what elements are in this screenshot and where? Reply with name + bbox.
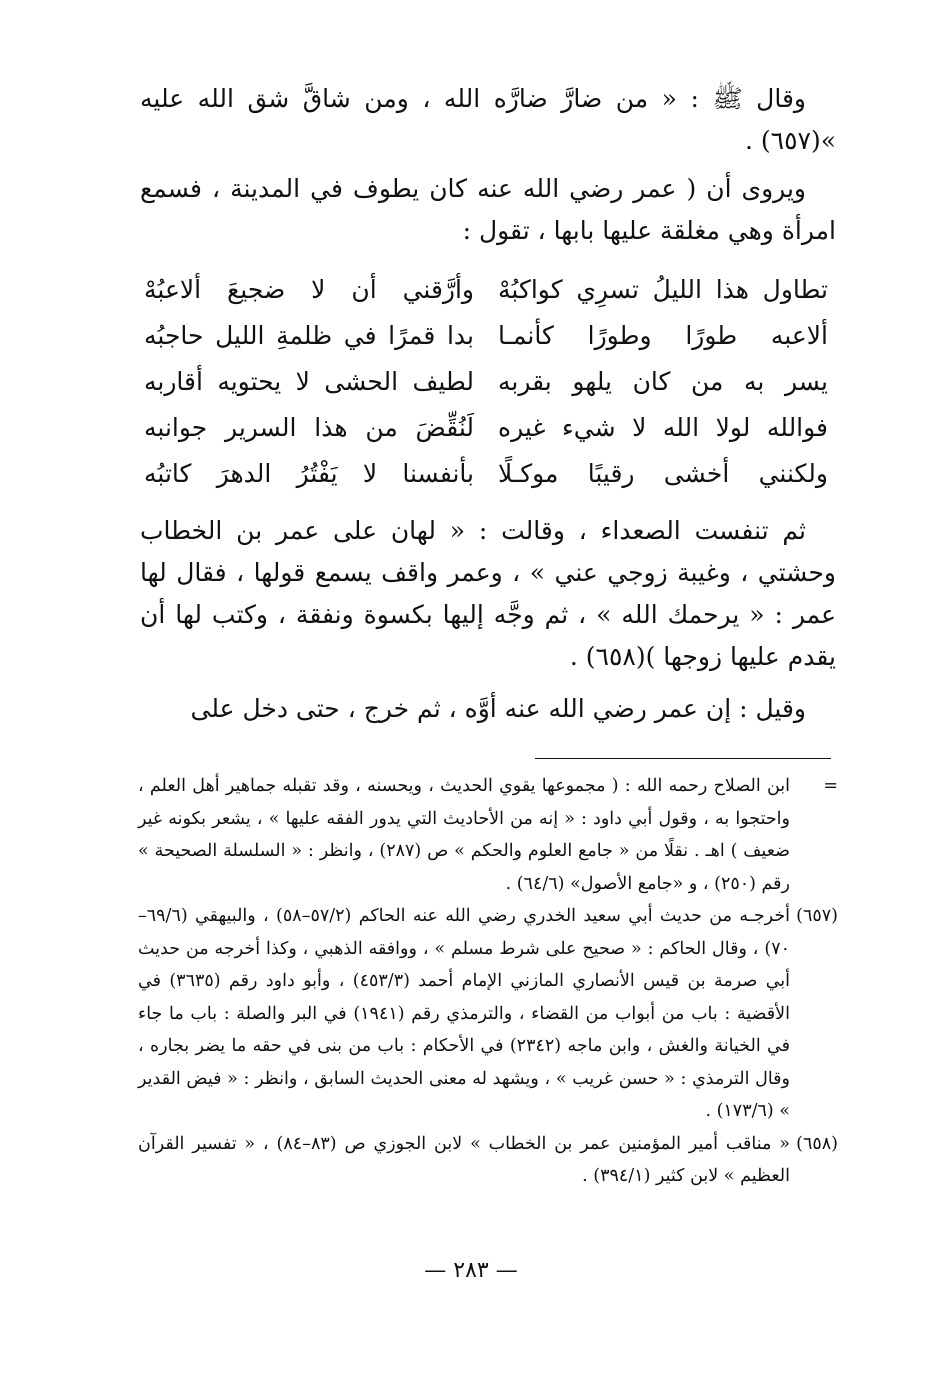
footnote — [138, 900, 838, 1128]
poem-hemistich-second: لطيف الحشى لا يحتويه أقاربه — [144, 366, 474, 396]
poem-verse — [140, 450, 836, 496]
page-number: — ٢٨٣ — — [424, 1258, 518, 1283]
poem — [140, 266, 836, 496]
poem-hemistich-first: فوالله لولا الله لا شيء غيره — [498, 412, 828, 442]
poem-hemistich-second: بأنفسنا لا يَفْتُرُ الدهرَ كاتبُه — [144, 458, 474, 488]
poem-verse — [140, 266, 836, 312]
paragraph-hadith: وقال ﷺ : « من ضارَّ ضارَّه الله ، ومن شاقَّ شق الله عليه »(٦٥٧) . — [140, 84, 836, 155]
footnotes — [138, 770, 838, 1193]
paragraph-story-continued: ثم تنفست الصعداء ، وقالت : « لهان على عمر بن الخطاب وحشتي ، وغيبة زوجي عني » ، وعمر واقف يسمع قولها ، فقال لها عمر : « يرحمك الله » ، ثم وجَّه إليها بكسوة ونفقة ، وكتب لها أن يقدم عليها زوجها )(٦٥٨) . — [140, 516, 836, 671]
footnote-number: = — [823, 776, 838, 796]
paragraph-story-end: وقيل : إن عمر رضي الله عنه أوَّه ، ثم خرج ، حتى دخل على — [190, 694, 806, 723]
poem-hemistich-first: ألاعبه طورًا وطورًا كأنمـا — [498, 320, 828, 350]
paragraph-story-intro: ويروى أن ( عمر رضي الله عنه كان يطوف في المدينة ، فسمع امرأة وهي مغلقة عليها بابها ، تقول : — [140, 174, 836, 245]
footnote-separator — [535, 758, 831, 759]
poem-hemistich-first: يسر به من كان يلهو بقربه — [498, 366, 828, 396]
poem-hemistich-second: بدا قمرًا في ظلمةِ الليل حاجبُه — [144, 320, 474, 350]
footnote-text: أخرجـه من حديث أبي سعيد الخدري رضي الله عنه الحاكم (٥٧/٢–٥٨) ، والبيهقي (٦٩/٦–٧٠) ، وقال الحاكم : « صحيح على شرط مسلم » ، ووافقه الذهبي ، وكذا أخرجه من حديث أبي صرمة بن قيس الأنصاري المازني الإمام أحمد (٤٥٣/٣) ، وأبو داود رقم (٣٦٣٥) في الأقضية : باب من أبواب من القضاء ، والترمذي رقم (١٩٤١) في البر والصلة : باب ما جاء في الخيانة والغش ، وابن ماجه (٢٣٤٢) في الأحكام : باب من بنى في حقه ما يضر بجاره ، وقال الترمذي : « حسن غريب » ، ويشهد له معنى الحديث السابق ، وانظر : « فيض القدير » (١٧٣/٦) . — [138, 906, 791, 1121]
poem-hemistich-first: تطاول هذا الليلُ تسرِي كواكبُهْ — [498, 274, 828, 304]
poem-verse — [140, 312, 836, 358]
poem-verse — [140, 404, 836, 450]
poem-hemistich-first: ولكنني أخشى رقيبًا موكـلًا — [498, 458, 828, 488]
footnote-text: ابن الصلاح رحمه الله : ( مجموعها يقوي الحديث ، ويحسنه ، وقد تقبله جماهير أهل العلم ، واحتجوا به ، وقول أبي داود : « إنه من الأحاديث التي يدور الفقه عليها » ، يشعر بكونه غير ضعيف ) اهـ . نقلًا من « جامع العلوم والحكم » ص (٢٨٧) ، وانظر : « السلسلة الصحيحة » رقم (٢٥٠) ، و «جامع الأصول» (٦٤/٦) . — [138, 776, 790, 894]
footnote — [138, 770, 838, 900]
poem-hemistich-second: لَنُقِّضَ من هذا السرير جوانبه — [144, 412, 474, 442]
poem-hemistich-second: وأرَّقني أن لا ضجيعَ ألاعبُهْ — [144, 274, 474, 304]
footnote-number: (٦٥٧) — [796, 906, 838, 926]
poem-verse — [140, 358, 836, 404]
main-text — [140, 78, 836, 740]
footnote-number: (٦٥٨) — [796, 1133, 838, 1154]
footnote-text: « مناقب أمير المؤمنين عمر بن الخطاب » لابن الجوزي ص (٨٣–٨٤) ، « تفسير القرآن العظيم » لابن كثير (٣٩٤/١) . — [138, 1133, 790, 1186]
footnote — [138, 1128, 838, 1193]
